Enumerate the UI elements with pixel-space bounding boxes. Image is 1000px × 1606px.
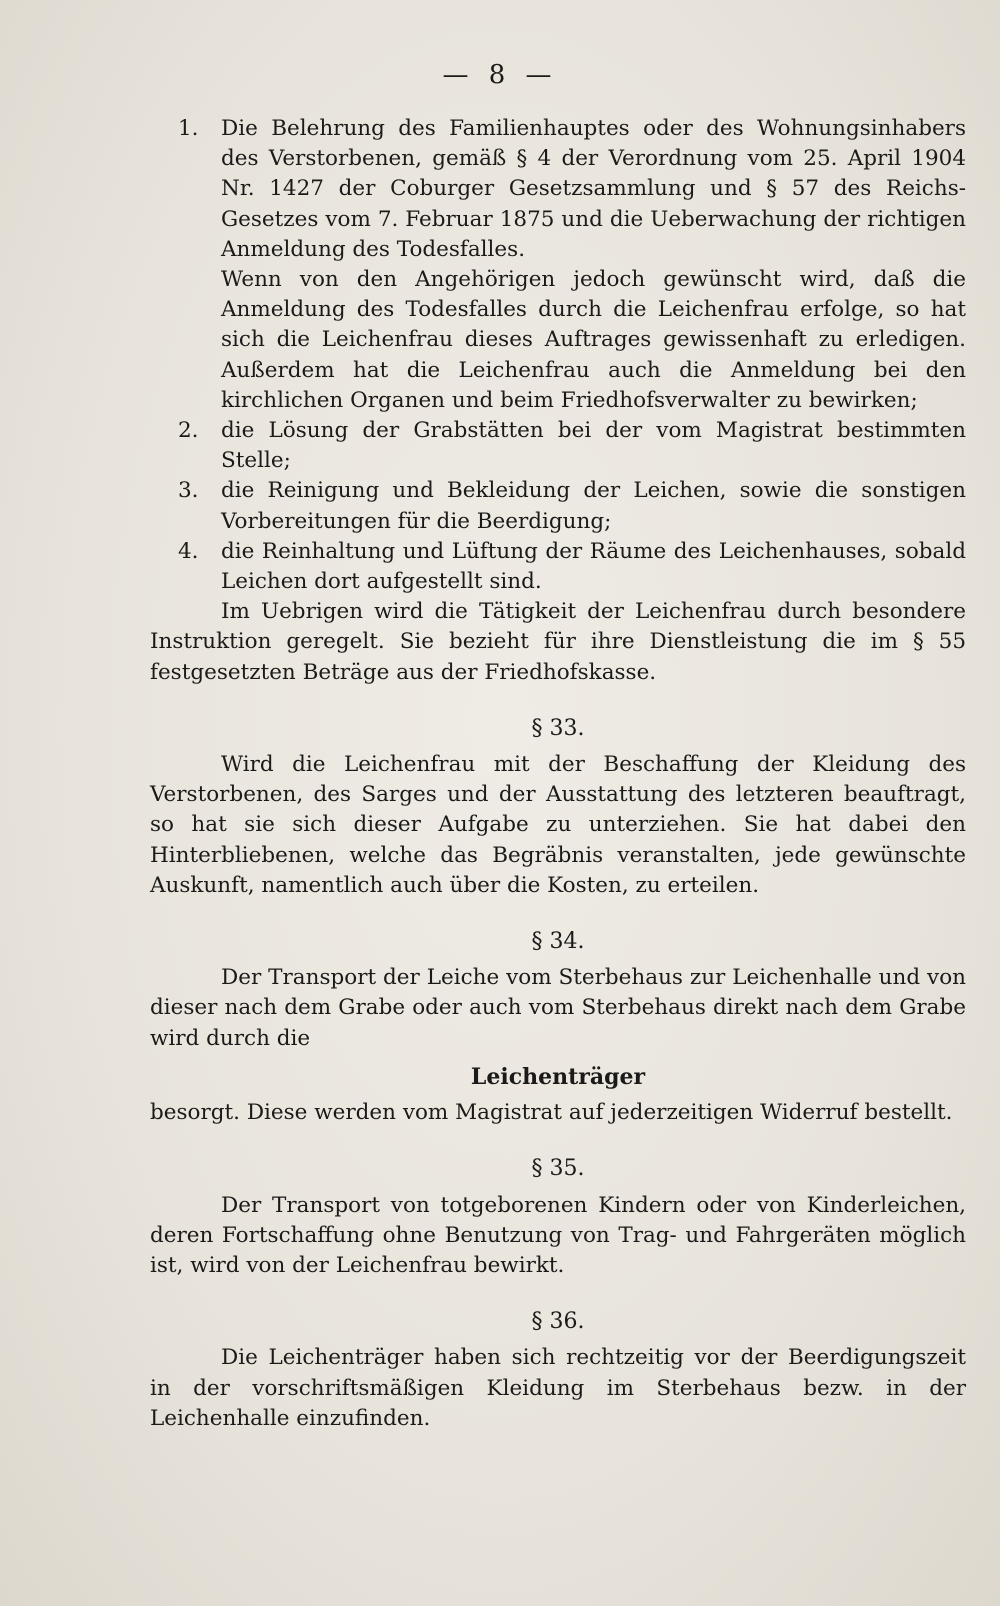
list-item-text: die Lösung der Grabstätten bei der vom Magistrat bestimmten Stelle; bbox=[221, 418, 966, 474]
page-number: — 8 — bbox=[442, 60, 558, 90]
section-heading-36: § 36. bbox=[531, 1309, 585, 1335]
list-item-3 bbox=[150, 476, 966, 536]
list-item-1-continuation bbox=[150, 265, 966, 416]
list-item-text: die Reinigung und Bekleidung der Leichen, sowie die sonstigen Vorbereitungen für die Beerdigung; bbox=[221, 478, 966, 534]
document-body bbox=[150, 114, 966, 1434]
section-text-33: Wird die Leichenfrau mit der Beschaffung der Kleidung des Verstorbenen, des Sarges und der Ausstattung des letzteren beauftragt, so hat sie sich dieser Aufgabe zu unterziehen. Sie hat dabei den Hinterbliebenen, welche das Begräbnis veranstalten, jede gewünschte Auskunft, namentlich auch über die Kosten, zu erteilen. bbox=[150, 752, 966, 898]
list-item-2 bbox=[150, 416, 966, 476]
section-heading-34: § 34. bbox=[531, 929, 585, 955]
section-text-34-before: Der Transport der Leiche vom Sterbehaus zur Leichenhalle und von dieser nach dem Grabe oder auch vom Sterbehaus direkt nach dem Grabe wird durch die bbox=[150, 965, 966, 1051]
list-item-number: 1. bbox=[178, 116, 199, 141]
section-34-highlight: Leichenträger bbox=[470, 1063, 646, 1090]
list-item-4 bbox=[150, 537, 966, 597]
list-item-text: Die Belehrung des Familienhauptes oder des Wohnungsinhabers des Verstorbenen, gemäß § 4 der Verordnung vom 25. April 1904 Nr. 1427 der Coburger Gesetzsammlung und § 57 des Reichs-Gesetzes vom 7. Februar 1875 und die Ueberwachung der richtigen Anmeldung des Todesfalles. bbox=[221, 116, 966, 262]
section-text-35: Der Transport von totgeborenen Kindern oder von Kinderleichen, deren Fortschaffung ohne Benutzung von Trag- und Fahrgeräten möglich ist, wird von der Leichenfrau bewirkt. bbox=[150, 1192, 966, 1278]
section-text-34-after: besorgt. Diese werden vom Magistrat auf jederzeitigen Widerruf bestellt. bbox=[150, 1100, 953, 1126]
list-item-number: 3. bbox=[178, 478, 199, 504]
list-item-number: 4. bbox=[178, 538, 199, 564]
continuation-text: Wenn von den Angehörigen jedoch gewünscht wird, daß die Anmeldung des Todesfalles durch die Leichenfrau erfolge, so hat sich die Leichenfrau dieses Auftrages gewissenhaft zu erledigen. Außerdem hat die Leichenfrau auch die Anmeldung bei den kirchlichen Organen und beim Friedhofsverwalter zu bewirken; bbox=[221, 267, 966, 413]
list-item-1 bbox=[150, 114, 966, 265]
list-item-text: die Reinhaltung und Lüftung der Räume des Leichenhauses, sobald Leichen dort aufgestellt sind. bbox=[221, 538, 966, 595]
list-item-number: 2. bbox=[178, 418, 199, 444]
section-text-36: Die Leichenträger haben sich rechtzeitig vor der Beerdigungszeit in der vorschriftsmäßigen Kleidung im Sterbehaus bezw. in der Leichenhalle einzufinden. bbox=[150, 1345, 966, 1431]
section-heading-33: § 33. bbox=[531, 715, 585, 741]
closing-paragraph: Im Uebrigen wird die Tätigkeit der Leichenfrau durch besondere Instruktion geregelt. Sie bezieht für ihre Dienstleistung die im § 55 festgesetzten Beträge aus der Friedhofskasse. bbox=[150, 599, 966, 685]
section-heading-35: § 35. bbox=[531, 1156, 585, 1182]
